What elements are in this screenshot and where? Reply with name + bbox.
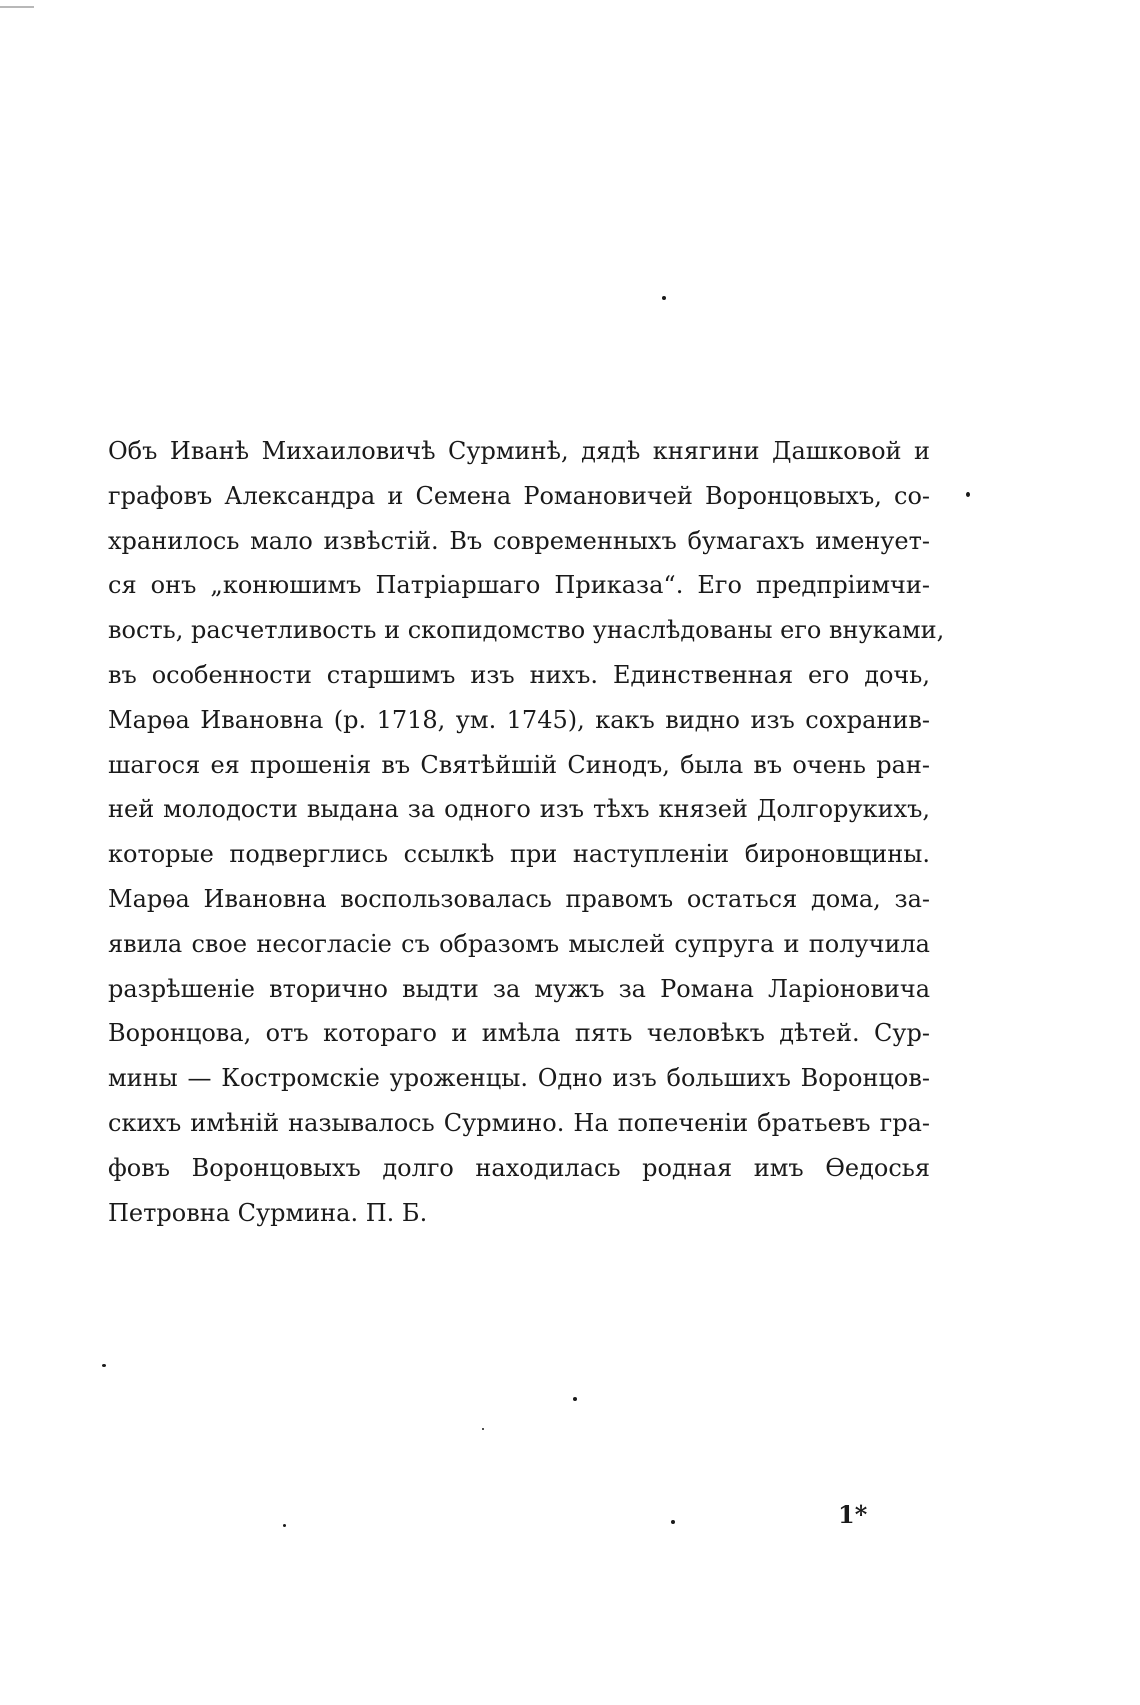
paragraph-line: фовъ Воронцовыхъ долго находилась родная имъ Ѳедосья	[108, 1153, 930, 1182]
paragraph-line: хранилось мало извѣстій. Въ современныхъ бумагахъ именует-	[108, 526, 930, 555]
paragraph-line: Марѳа Ивановна воспользовалась правомъ остаться дома, за-	[108, 884, 930, 913]
print-speck	[573, 1397, 577, 1401]
print-speck	[671, 1520, 675, 1524]
article-paragraph	[108, 429, 945, 1235]
print-speck	[283, 1524, 286, 1527]
print-speck	[966, 492, 970, 497]
paragraph-line: въ особенности старшимъ изъ нихъ. Единственная его дочь,	[108, 660, 930, 689]
paragraph-line: графовъ Александра и Семена Романовичей Воронцовыхъ, со-	[108, 481, 930, 510]
paragraph-line: ней молодости выдана за одного изъ тѣхъ князей Долгорукихъ,	[108, 795, 930, 824]
paragraph-line-signature: Петровна Сурмина. П. Б.	[108, 1198, 428, 1227]
paragraph-line: которые подверглись ссылкѣ при наступленіи бироновщины.	[108, 840, 930, 869]
paragraph-line: вость, расчетливость и скопидомство унаслѣдованы его внуками,	[108, 616, 945, 645]
print-speck	[482, 1428, 484, 1430]
paragraph-line: явила свое несогласіе съ образомъ мыслей супруга и получила	[108, 929, 930, 958]
paragraph-line: ся онъ „конюшимъ Патріаршаго Приказа“. Его предпріимчи-	[108, 571, 930, 600]
paragraph-line: скихъ имѣній называлось Сурмино. На попеченіи братьевъ гра-	[108, 1108, 930, 1137]
print-speck	[102, 1364, 106, 1367]
paragraph-line: мины — Костромскіе уроженцы. Одно изъ большихъ Воронцов-	[108, 1064, 930, 1093]
scan-edge-mark	[0, 6, 34, 8]
paragraph-line: шагося ея прошенія въ Святѣйшій Синодъ, была въ очень ран-	[108, 750, 930, 779]
paragraph-line: Марѳа Ивановна (р. 1718, ум. 1745), какъ видно изъ сохранив-	[108, 705, 930, 734]
paragraph-line: Воронцова, отъ котораго и имѣла пять человѣкъ дѣтей. Сур-	[108, 1019, 930, 1048]
page-number: 1*	[838, 1500, 868, 1529]
paragraph-line: разрѣшеніе вторично выдти за мужъ за Романа Ларіоновича	[108, 974, 930, 1003]
paragraph-line: Объ Иванѣ Михаиловичѣ Сурминѣ, дядѣ княгини Дашковой и	[108, 437, 930, 465]
print-speck	[662, 296, 666, 300]
